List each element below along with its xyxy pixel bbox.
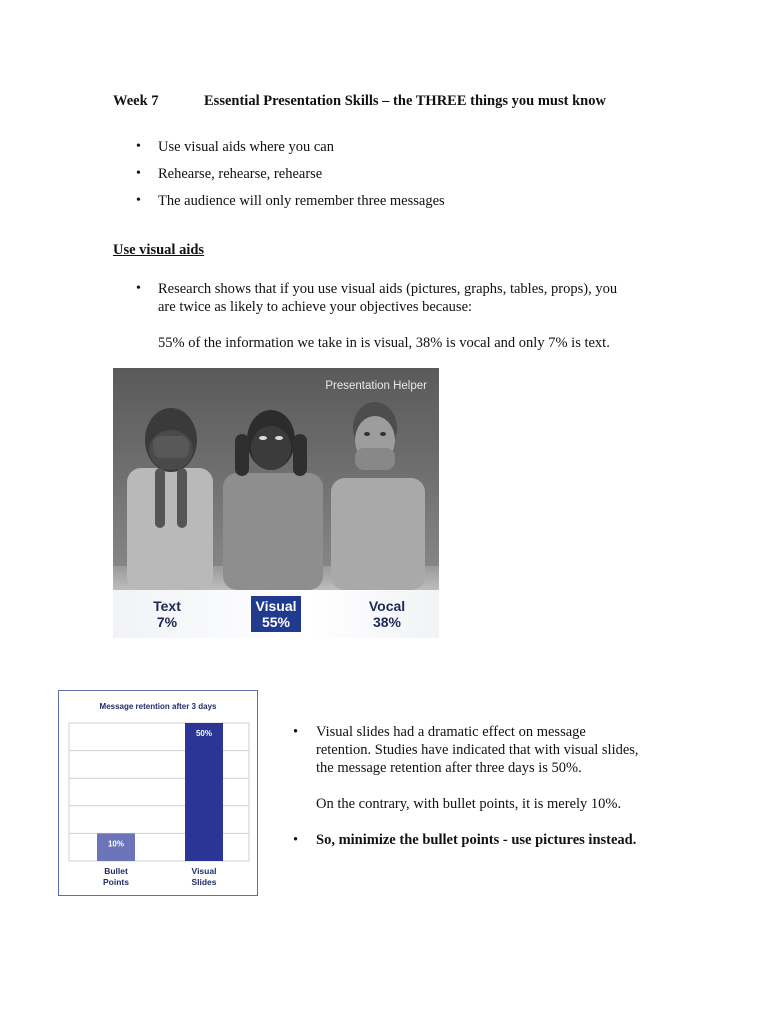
retention-line-2: retention. Studies have indicated that with visual slides,: [316, 742, 639, 758]
bullet-icon: •: [136, 139, 141, 154]
list-item-text: Rehearse, rehearse, rehearse: [158, 166, 323, 182]
chart-bar: [185, 723, 223, 861]
category-tick-label: Visual: [191, 866, 217, 876]
retention-chart: [58, 690, 258, 896]
vocal-percentage-label: [361, 598, 413, 630]
research-line-1: Research shows that if you use visual aids (pictures, graphs, tables, props), you: [158, 281, 618, 297]
section-heading: Use visual aids: [113, 242, 205, 258]
retention-line-1: Visual slides had a dramatic effect on message: [316, 724, 586, 740]
retention-line-3: the message retention after three days is 50%.: [316, 760, 582, 776]
text-percentage-label: [141, 598, 193, 630]
photo-watermark: Presentation Helper: [325, 380, 427, 392]
category-tick-label: Slides: [191, 877, 217, 887]
chart-title: Message retention after 3 days: [99, 702, 217, 711]
label-value: 7%: [156, 614, 178, 630]
bar-value-label: 50%: [195, 729, 213, 738]
stat-line: 55% of the information we take in is visual, 38% is vocal and only 7% is text.: [158, 335, 610, 351]
bar-value-label: 10%: [107, 839, 125, 849]
child-covering-eyes: [127, 408, 213, 590]
presentation-photo: [113, 368, 439, 638]
bullet-icon: •: [136, 193, 141, 208]
visual-percentage-label: [251, 596, 301, 632]
minimize-line: So, minimize the bullet points - use pictures instead.: [316, 832, 637, 848]
category-tick-label: Points: [103, 877, 129, 887]
week-label: Week 7: [113, 93, 159, 109]
child-covering-ears: [223, 410, 323, 590]
research-line-2: are twice as likely to achieve your objectives because:: [158, 299, 473, 315]
label-name: Visual: [255, 598, 297, 614]
bullet-icon: •: [293, 832, 299, 848]
label-value: 55%: [261, 614, 291, 630]
chart-plot: [59, 691, 257, 895]
category-tick-label: Bullet: [104, 866, 128, 876]
list-item-text: The audience will only remember three messages: [158, 193, 445, 209]
bullet-icon: •: [293, 724, 299, 740]
bullet-icon: •: [136, 281, 141, 296]
three-children-illustration: [113, 368, 439, 590]
photo-background: [113, 368, 439, 590]
list-item-text: Use visual aids where you can: [158, 139, 334, 155]
percentage-strip: [113, 590, 439, 638]
page-title: Essential Presentation Skills – the THREE things you must know: [204, 93, 606, 109]
bullet-icon: •: [136, 166, 141, 181]
label-name: Text: [153, 598, 181, 614]
contrary-line: On the contrary, with bullet points, it is merely 10%.: [316, 796, 622, 812]
child-covering-mouth: [331, 402, 425, 590]
label-name: Vocal: [368, 598, 406, 614]
label-value: 38%: [372, 614, 402, 630]
